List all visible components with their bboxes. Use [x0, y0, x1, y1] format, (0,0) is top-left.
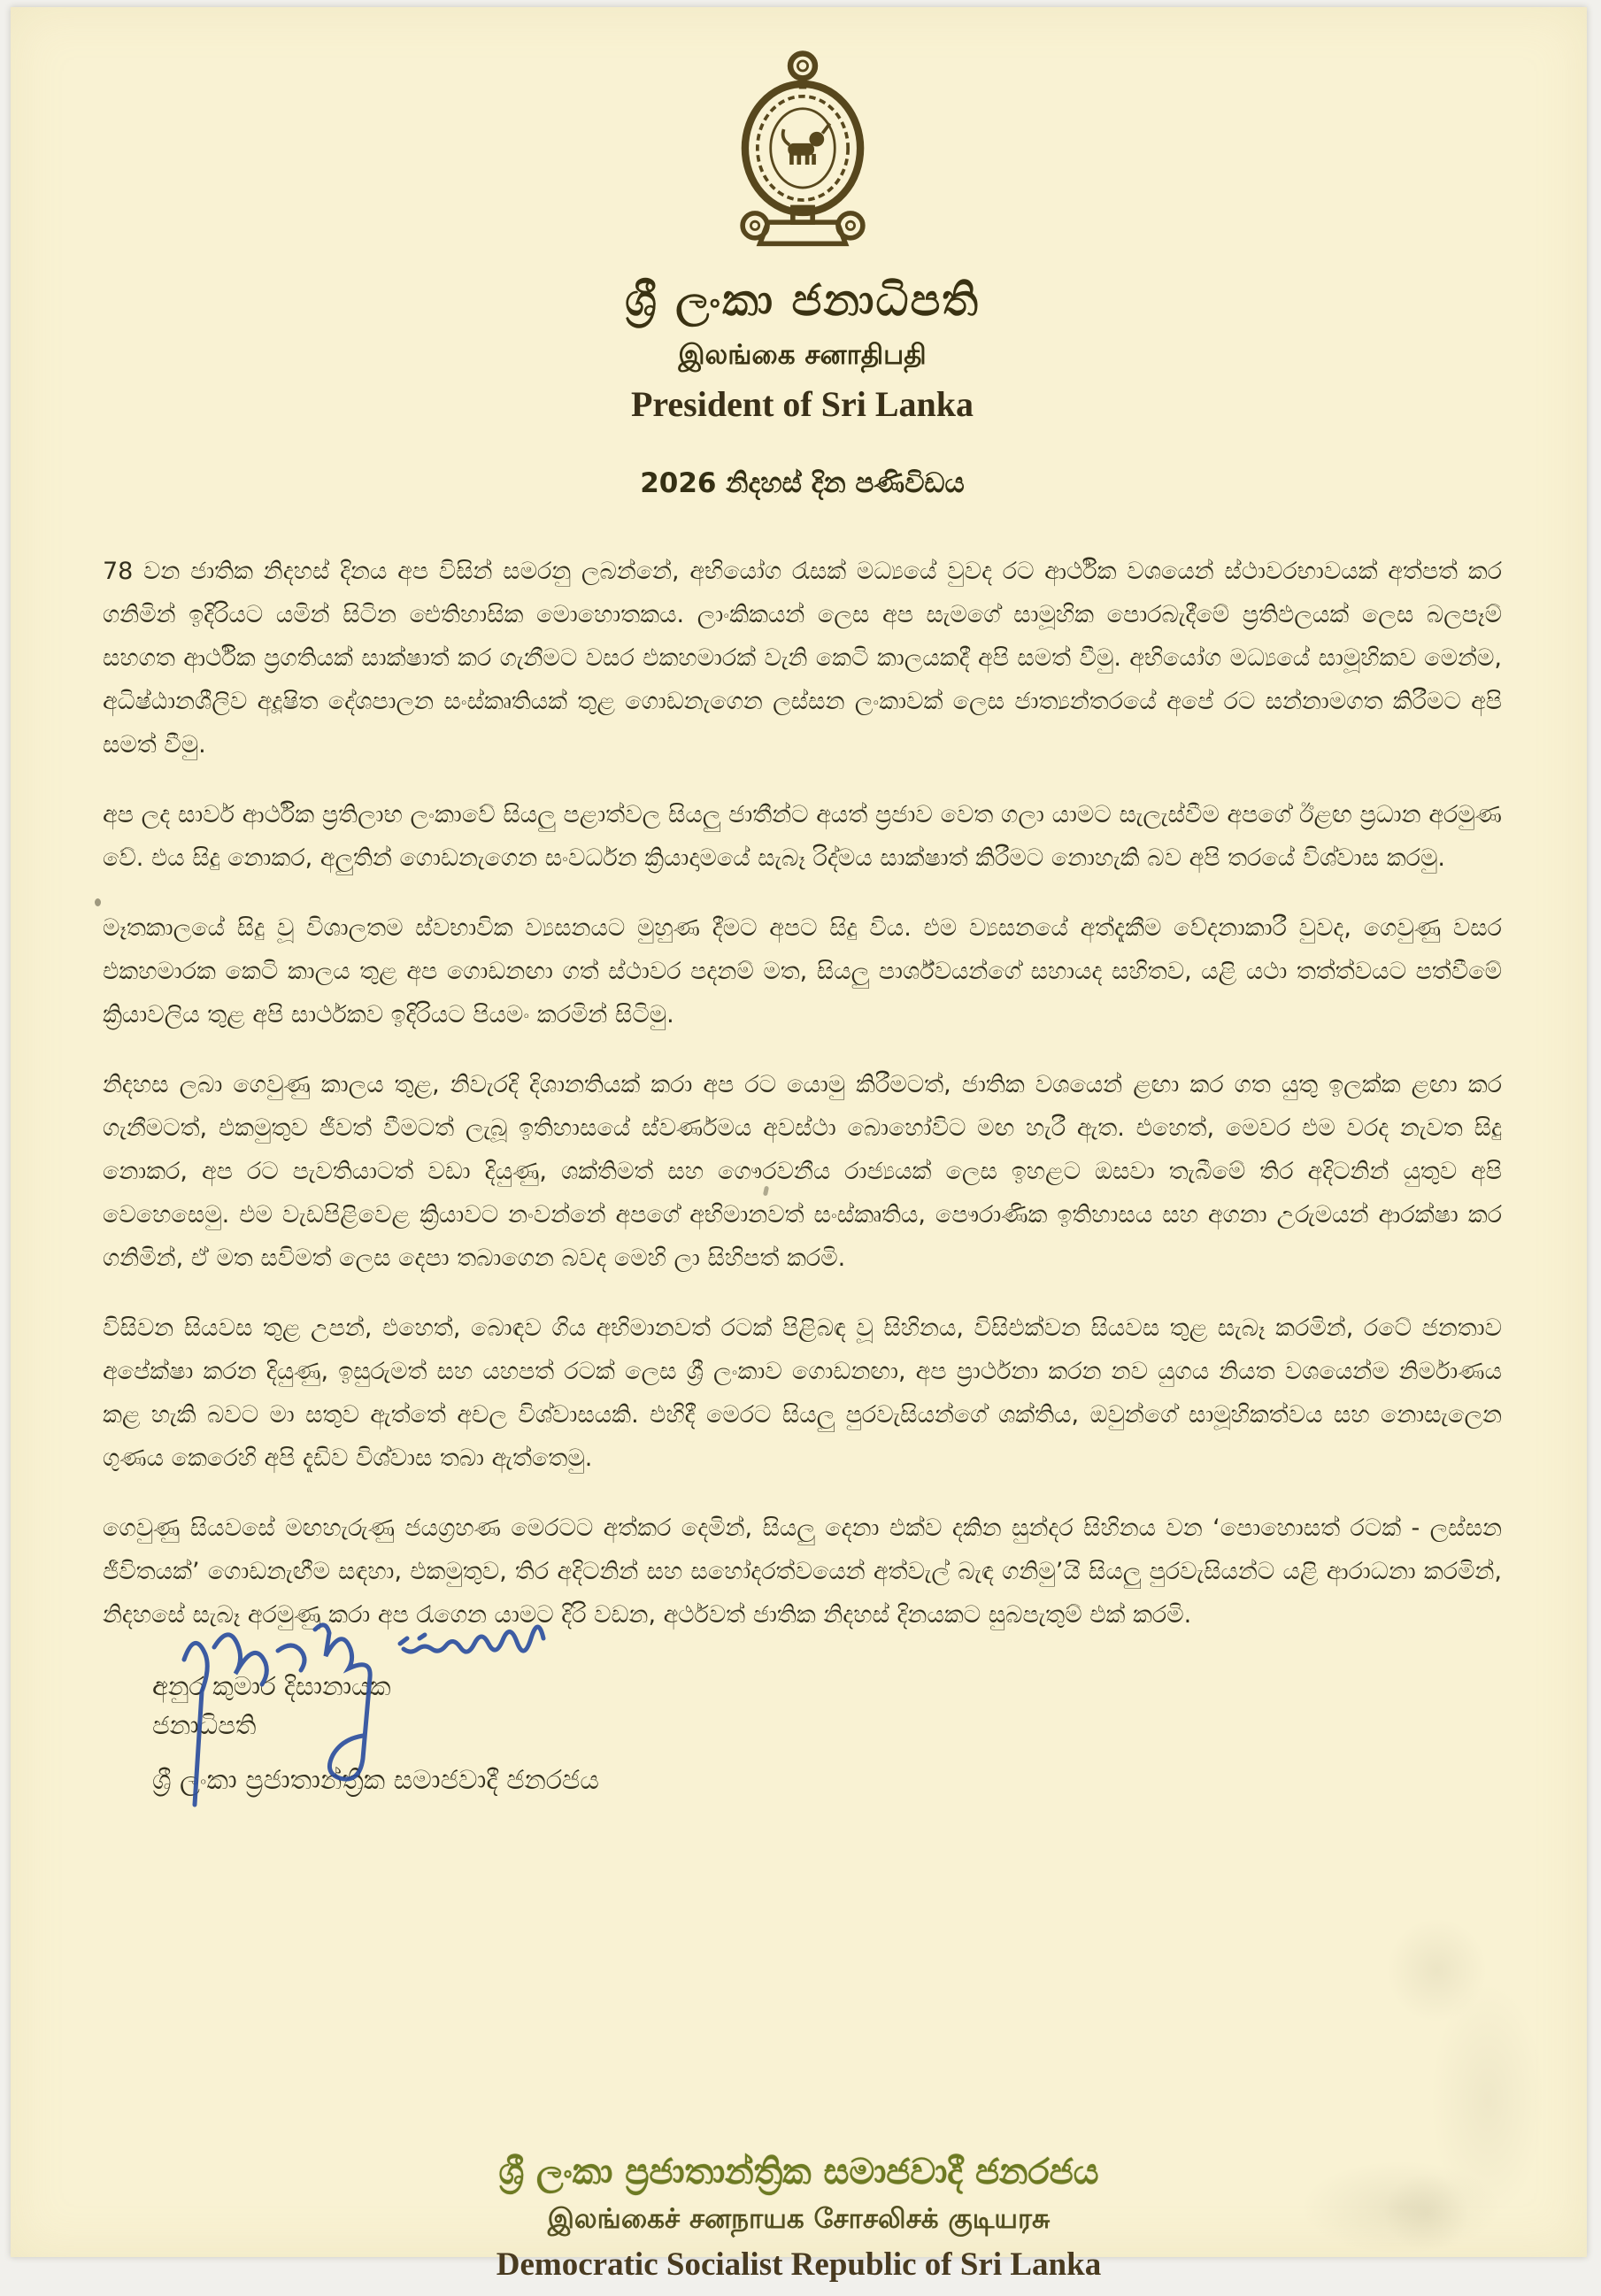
- scan-speck: [95, 898, 101, 906]
- letter-content: [11, 46, 1587, 2296]
- paragraph-2: අප ලද සාර්ව ආර්ථික ප්‍රතිලාභ ලංකාවේ සියලු පළාත්වල සියලු ජාතීන්ට අයත් ප්‍රජාව වෙත ගලා යාමට සැලැස්වීම අපගේ ඊළඟ ප්‍රධාන අරමුණ වේ. එය සිදු නොකර, අලුතින් ගොඩනැගෙන සංවර්ධන ක්‍රියාදාමයේ සැබෑ රිද්මය සාක්ෂාත් කිරීමට නොහැකි බව අපි තරයේ විශ්වාස කරමු.: [103, 801, 1502, 872]
- scanned-letter-page: [11, 7, 1587, 2283]
- letterhead-title-english: President of Sri Lanka: [630, 384, 974, 424]
- paragraph-1: 78 වන ජාතික නිදහස් දිනය අප විසින් සමරනු ලබන්නේ, අභියෝග රැසක් මධ්‍යයේ වුවද රට ආර්ථික වශයෙන් ස්ථාවරභාවයක් අත්පත් කර ගනිමින් ඉදිරියට යමින් සිටින ඓතිහාසික මොහොතකය. ලාංකිකයන් ලෙස අප සැමගේ සාමූහික පොරබැදීමේ ප්‍රතිඵලයක් ලෙස බලපෑම් සහගත ආර්ථික ප්‍රගතියක් සාක්ෂාත් කර ගැනීමට වසර එකහමාරක් වැනි කෙටි කාලයකදී අපි සමත් වීමු. අභියෝග මධ්‍යයේ සාමූහිකව මෙන්ම, අධිෂ්ඨානශීලිව අදූෂිත දේශපාලන සංස්කෘතියක් තුළ ගොඩනැගෙන ලස්සන ලංකාවක් ලෙස ජාත්‍යන්තරයේ අපේ රට සන්නාමගත කිරීමට අපි සමත් වීමු.: [103, 558, 1502, 759]
- letterhead-title-sinhala: ශ්‍රී ලංකා ජනාධිපති: [625, 274, 980, 326]
- paragraph-5: විසිවන සියවස තුළ උපන්, එහෙත්, බොඳව ගිය අභිමානවත් රටක් පිළිබඳ වූ සිහිනය, විසිඑක්වන සියවස තුළ සැබෑ කරමින්, රටේ ජනතාව අපේක්ෂා කරන දියුණු, ඉසුරුමත් සහ යහපත් රටක් ලෙස ශ්‍රී ලංකාව ගොඩනඟා, අප ප්‍රාර්ථනා කරන නව යුගය නියත වශයෙන්ම නිර්මාණය කළ හැකි බවට මා සතුව ඇත්තේ අචල විශ්වාසයකි. එහිදී මෙරට සියලු පුරවැසියන්ගේ ශක්තිය, ඔවුන්ගේ සාමූහිකත්වය සහ නොසැලෙන ගුණය කෙරෙහි අපි දැඩිව විශ්වාස තබා ඇත්තෙමු.: [103, 1314, 1502, 1472]
- signatory-name: අනුර කුමාර දිසානායක: [152, 1671, 391, 1701]
- sri-lanka-emblem-icon: [720, 46, 885, 260]
- footer-line-sinhala: ශ්‍රී ලංකා ප්‍රජාතාන්ත්‍රික සමාජවාදී ජනරජය: [498, 2152, 1099, 2192]
- signatory-organization: ශ්‍රී ලංකා ප්‍රජාතාන්ත්‍රික සමාජවාදී ජනරජය: [152, 1765, 599, 1796]
- subject-line: 2026 නිදහස් දින පණිවිඩය: [640, 467, 965, 499]
- lion-glyph: [788, 132, 824, 165]
- signature-block: [152, 1667, 1502, 1801]
- footer-line-tamil: இலங்கைச் சனநாயக சோசலிசக் குடியரசு: [547, 2203, 1051, 2235]
- paragraph-4: නිදහස ලබා ගෙවුණු කාලය තුළ, නිවැරදි දිශානතියක් කරා අප රට යොමු කිරීමටත්, ජාතික වශයෙන් ළඟා කර ගත යුතු ඉලක්ක ළඟා කර ගැනීමටත්, එකමුතුව ජීවත් වීමටත් ලැබූ ඉතිහාසයේ ස්වර්ණමය අවස්ථා බොහෝවිට මඟ හැරී ඇත. එහෙත්, මෙවර එම වරද නැවත සිදු නොකර, අප රට පැවතියාටත් වඩා දියුණු, ශක්තිමත් සහ ගෞරවනීය රාජ්‍යයක් ලෙස ඉහළට ඔසවා තැබීමේ තිර අදිටනින් යුතුව අපි වෙහෙසෙමු. එම වැඩපිළිවෙළ ක්‍රියාවට නංවන්නේ අපගේ අභිමානවත් සංස්කෘතිය, පෞරාණික ඉතිහාසය සහ අගනා උරුමයන් ආරක්ෂා කර ගනිමින්, ඒ මත සවිමත් ලෙස දෙපා තබාගෙන බවද මෙහි ලා සිහිපත් කරමි.: [103, 1071, 1502, 1272]
- signatory-title: ජනාධිපති: [152, 1710, 257, 1740]
- footer: [11, 2152, 1587, 2284]
- paragraph-6: ගෙවුණු සියවසේ මඟහැරුණු ජයග්‍රහණ මෙරටට අත්කර දෙමින්, සියලු දෙනා එක්ව දකින සුන්දර සිහිනය වන ‘පොහොසත් රටක් - ලස්සන ජීවිතයක්’ ගොඩනැඟීම සඳහා, එකමුතුව, තිර අදිටනින් සහ සහෝදරත්වයෙන් අත්වැල් බැඳ ගනිමු’යි සියලු පුරවැසියන්ට යළි ආරාධනා කරමින්, නිදහසේ සැබෑ අරමුණු කරා අප රැගෙන යාමට දිරි වඩන, අර්ථවත් ජාතික නිදහස් දිනයකට සුබපැතුම් එක් කරමි.: [103, 1514, 1502, 1629]
- letter-body: [103, 550, 1502, 1637]
- letterhead-title-tamil: இலங்கை சனாதிபதி: [678, 339, 927, 371]
- paragraph-3: මෑතකාලයේ සිදු වූ විශාලතම ස්වභාවික ව්‍යසනයට මුහුණ දීමට අපට සිදු විය. එම ව්‍යසනයේ අත්දැකීම වේදනාකාරී වුවද, ගෙවුණු වසර එකහමාරක කෙටි කාලය තුළ අප ගොඩනඟා ගත් ස්ථාවර පදනම් මත, සියලු පාර්ශ්වයන්ගේ සහායද සහිතව, යළි යථා තත්ත්වයට පත්වීමේ ක්‍රියාවලිය තුළ අපි සාර්ථකව ඉදිරියට පියමං කරමින් සිටිමු.: [103, 914, 1502, 1029]
- footer-line-english: Democratic Socialist Republic of Sri Lanka: [496, 2246, 1102, 2283]
